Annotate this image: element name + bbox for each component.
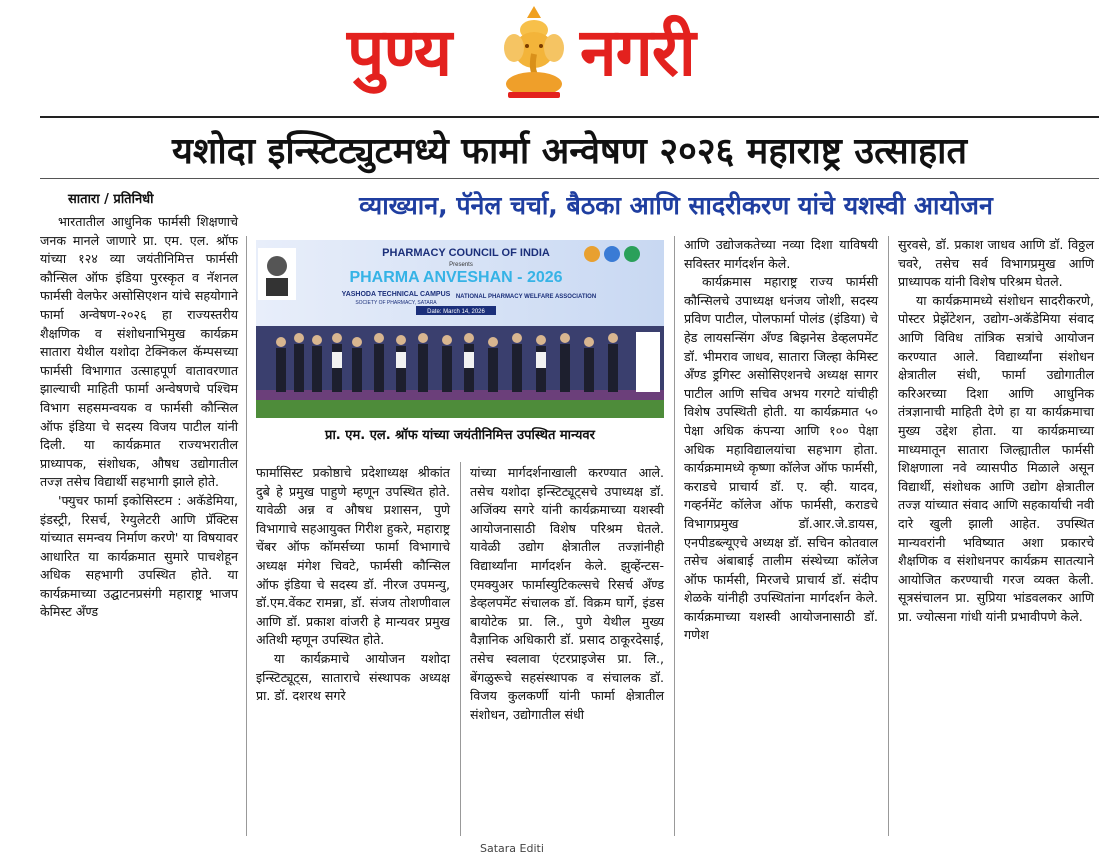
article-column-1 xyxy=(40,213,238,622)
banner-host-text: YASHODA TECHNICAL CAMPUS xyxy=(341,291,451,298)
ganesh-logo-icon xyxy=(494,4,574,100)
column-divider xyxy=(246,236,247,836)
dateline: सातारा / प्रतिनिधी xyxy=(68,192,154,207)
banner-partner-text: NATIONAL PHARMACY WELFARE ASSOCIATION xyxy=(455,294,597,300)
masthead-title-part1: पुण्य xyxy=(347,14,452,91)
banner-presents-text: Presents xyxy=(449,262,473,268)
banner-title-text: PHARMA ANVESHAN - 2026 xyxy=(349,269,563,286)
col1-paragraph-1: भारतातील आधुनिक फार्मसी शिक्षणाचे जनक मानले जाणारे प्रा. एम. एल. श्रॉफ यांच्या १२४ व्या जयंतीनिमित्त फार्मसी कौन्सिल ऑफ इंडिया पुरस्कृत व नॅशनल फार्मसी वेलफेर असोसिएशन यांचे सहयोगाने फार्मा अन्वेषण-२०२६ हा राज्यस्तरीय शैक्षणिक व संशोधनाभिमुख कार्यक्रम सातारा येथील यशोदा टेक्निकल कॅम्पसच्या फार्मसी विभागात उत्साहपूर्ण वातावरणात झाल्याची माहिती फार्मा अन्वेषणचे पश्चिम विभाग सहसमन्वयक व फार्मसी कौन्सिल ऑफ इंडिया चे सदस्य विजय पाटील यांनी दिली. या कार्यक्रमात राज्यभरातील प्राध्यापक, संशोधक, औषध उद्योगातील तज्ज्ञ तसेच विद्यार्थी सहभागी झाले होते. xyxy=(40,214,238,490)
article-column-5 xyxy=(898,236,1094,626)
masthead-title-part2: नगरी xyxy=(580,14,695,91)
column-divider xyxy=(674,236,675,836)
event-photo-illustration xyxy=(256,240,664,418)
article-column-3 xyxy=(470,464,664,724)
col3-paragraph-1: यांच्या मार्गदर्शनाखाली करण्यात आले. तसेच यशोदा इन्स्टिट्यूट्सचे उपाध्यक्ष डॉ. अजिंक्य सगरे यांनी कार्यक्रमाच्या यशस्वी आयोजनासाठी विशेष परिश्रम घेतले. यावेळी उद्योग क्षेत्रातील तज्ज्ञांनीही विद्यार्थ्यांना मार्गदर्शन केले. झुव्हेंन्टस-एमक्युअर फार्मास्युटिकल्सचे रिसर्च अँण्ड डेव्हलपमेंट संचालक डॉ. विक्रम घार्गे, इंडस बायोटेक प्रा. लि., पुणे येथील मुख्य वैज्ञानिक अधिकारी डॉ. प्रसाद ठाकूरदेसाई, तसेच स्वलावा एंटरप्राइजेस प्रा. लि., बेंगळुरूचे सहसंस्थापक व संचालक डॉ. विजय कुलकर्णी यांनी फार्मा क्षेत्रातील संशोधन, उद्योगातील संधी xyxy=(470,465,664,722)
col2-paragraph-2: या कार्यक्रमाचे आयोजन यशोदा इन्स्टिट्यूट्स, साताराचे संस्थापक अध्यक्ष प्रा. डॉ. दशरथ सगरे xyxy=(256,650,450,704)
banner-host-sub-text: SOCIETY OF PHARMACY, SATARA xyxy=(355,300,437,306)
photo-caption: प्रा. एम. एल. श्रॉफ यांच्या जयंतीनिमित्त उपस्थित मान्यवर xyxy=(325,428,595,443)
col5-paragraph-1: सुरवसे, डॉ. प्रकाश जाधव आणि डॉ. विठ्ठल चवरे, तसेच सर्व विभागप्रमुख आणि प्राध्यापक यांनी विशेष परिश्रम घेतले. xyxy=(898,237,1094,290)
col2-paragraph-1: फार्मासिस्ट प्रकोष्ठाचे प्रदेशाध्यक्ष श्रीकांत दुबे हे प्रमुख पाहुणे म्हणून उपस्थित होते. यावेळी अन्न व औषध प्रशासन, पुणे विभागाचे सहआयुक्त गिरीश हुकरे, महाराष्ट्र चेंबर ऑफ कॉमर्सच्या फार्मा विभागाचे अध्यक्ष मंगेश चिवटे, फार्मसी कौन्सिल ऑफ इंडिया चे सदस्य डॉ. नीरज उपमन्यु, डॉ.एम.वेंकट रामन्ना, डॉ. संजय तोशणीवाल आणि डॉ. प्रकाश वांजरी हे मान्यवर प्रमुख अतिथी म्हणून उपस्थित होते. xyxy=(256,465,450,648)
col5-paragraph-2: या कार्यक्रमामध्ये संशोधन सादरीकरणे, पोस्टर प्रेझेंटेशन, उद्योग-अकॅडेमिया संवाद आणि विविध तांत्रिक सत्रांचे आयोजन करण्यात आले. विद्यार्थ्यांना संशोधन क्षेत्रातील संधी, फार्मा उद्योगातील करिअरच्या दिशा आणि आधुनिक तंत्रज्ञानाची माहिती देणे हा या कार्यक्रमाचा मुख्य उद्देश होता. या कार्यक्रमाच्या माध्यमातून सातारा जिल्ह्यातील फार्मसी शिक्षणाला नवे व्यासपीठ मिळाले असून विद्यार्थी, संशोधक आणि उद्योग क्षेत्रातील तज्ज्ञ यांच्यात संवाद आणि सहकार्याची नवी दारे खुली झाली आहेत. उपस्थित मान्यवरांनी भविष्यात अशा प्रकारचे शैक्षणिक व संशोधनपर कार्यक्रम सातत्याने आयोजित करण्याची गरज व्यक्त केली. सूत्रसंचालन प्रा. सुप्रिया भांडवलकर आणि प्रा. ज्योत्सना गांधी यांनी प्रभावीपणे केले. xyxy=(898,292,1094,624)
masthead xyxy=(0,0,1099,108)
article-column-4 xyxy=(684,236,878,645)
column-divider xyxy=(888,236,889,836)
subheadline: व्याख्यान, पॅनेल चर्चा, बैठका आणि सादरीकरण यांचे यशस्वी आयोजन xyxy=(359,191,993,220)
banner-top-text: PHARMACY COUNCIL OF INDIA xyxy=(382,247,550,259)
headline-rule xyxy=(40,178,1099,179)
column-divider xyxy=(460,462,461,836)
article-column-2 xyxy=(256,464,450,706)
col4-paragraph-2: कार्यक्रमास महाराष्ट्र राज्य फार्मसी कौन्सिलचे उपाध्यक्ष धनंजय जोशी, सदस्य प्रविण पाटील, पोलफार्मा पोलंड (इंडिया) चे हेड लायसन्सिंग अँण्ड बिझनेस डेव्हलपमेंट डॉ. भीमराव जाधव, सातारा जिल्हा केमिस्ट अँण्ड ड्रगिस्ट असोसिएशनचे अध्यक्ष सागर पाटील आणि सचिव अभय गरगटे यांचीही विशेष उपस्थिती होती. या कार्यक्रमात ५० पेक्षा अधिक कंपन्या आणि १०० पेक्षा अधिक महाविद्यालयांचा सहभाग होता. कार्यक्रमामध्ये कृष्णा कॉलेज ऑफ फार्मसी, कराडचे प्राचार्य डॉ. ए. व्ही. यादव, गव्हर्नमेंट कॉलेज ऑफ फार्मसी, कराडचे विभागप्रमुख डॉ.आर.जे.डायस, एनपीडब्ल्यूएचे अध्यक्ष डॉ. सचिन कोतवाल तसेच अंबाबाई तालीम संस्थेच्या कॉलेज ऑफ फार्मसी, मिरजचे प्राचार्य डॉ. संदीप शेळके यांनीही उपस्थितांना मार्गदर्शन केले. कार्यक्रमाच्या यशस्वी आयोजनासाठी डॉ. गणेश xyxy=(684,274,878,643)
col1-paragraph-2: 'फ्युचर फार्मा इकोसिस्टम : अकॅडेमिया, इंडस्ट्री, रिसर्च, रेग्युलेटरी आणि प्रॅक्टिस यांच्यात समन्वय निर्माण करणे' या विषयावर आधारित या कार्यक्रमात सुमारे पाचशेहून अधिक सहभागी उपस्थित होते. या कार्यक्रमाच्या उद्घाटनप्रसंगी महाराष्ट्र भाजप केमिस्ट अँण्ड xyxy=(40,492,238,620)
headline: यशोदा इन्स्टिट्युटमध्ये फार्मा अन्वेषण २०२६ महाराष्ट्र उत्साहात xyxy=(171,131,968,172)
top-rule xyxy=(40,116,1099,118)
banner-date-text: Date: March 14, 2026 xyxy=(427,309,485,315)
event-photo xyxy=(256,240,664,418)
col4-paragraph-1: आणि उद्योजकतेच्या नव्या दिशा याविषयी सविस्तर मार्गदर्शन केले. xyxy=(684,237,878,271)
edition-footer: Satara Editi xyxy=(480,842,544,855)
